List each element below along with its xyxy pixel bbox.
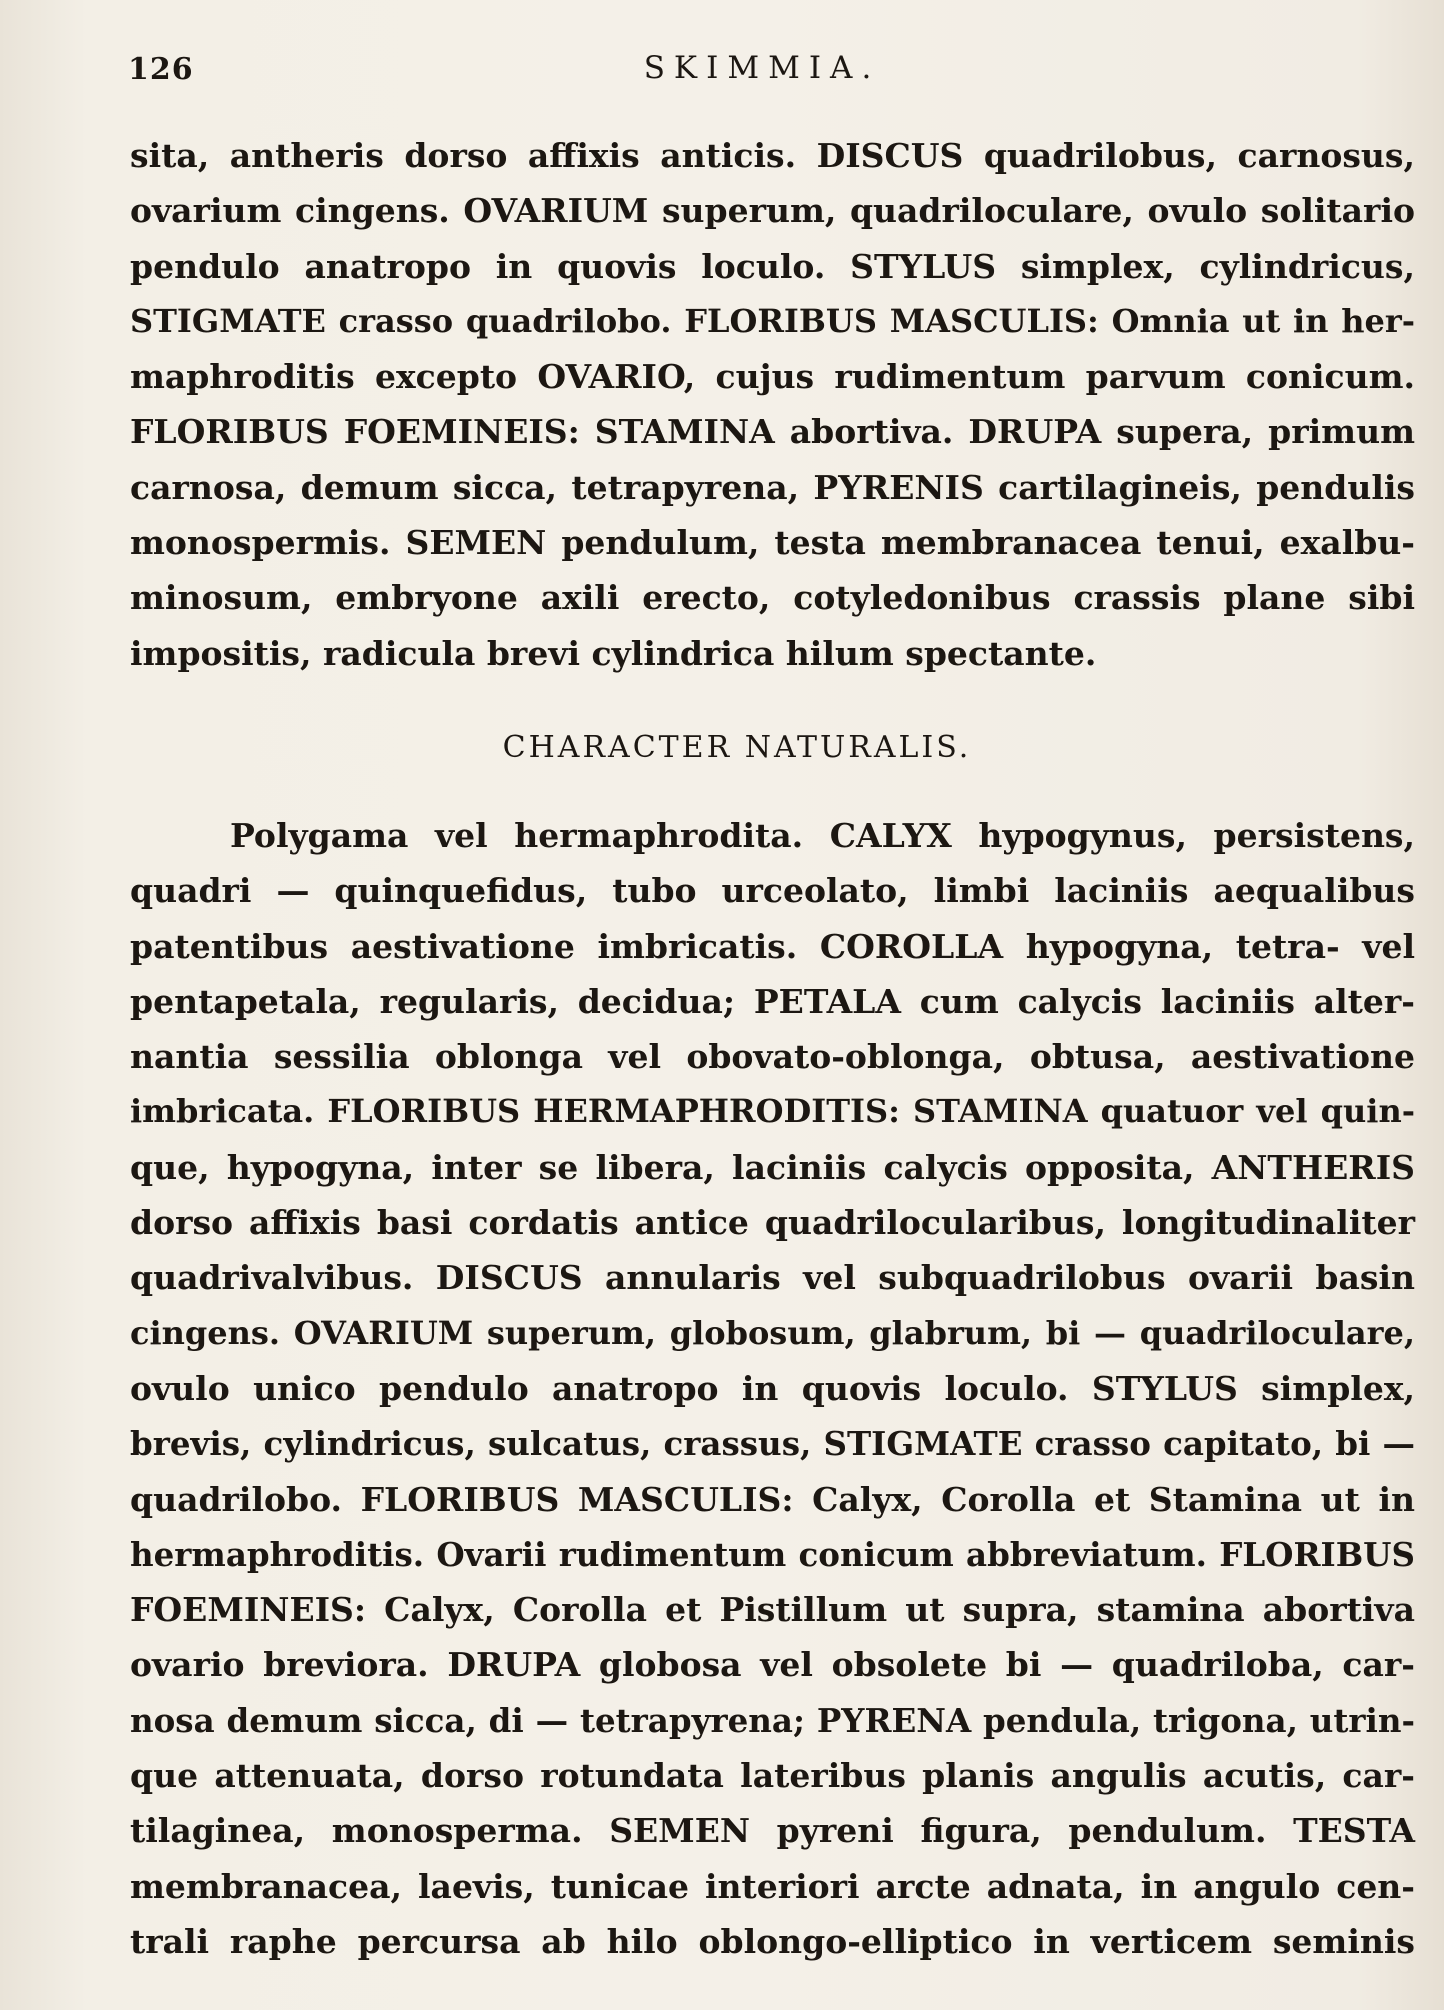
- text-line: maphroditis excepto OVARIO, cujus rudimentum parvum conicum.: [130, 357, 1415, 397]
- text-line: Polygama vel hermaphrodita. CALYX hypogynus, persistens,: [230, 816, 1415, 855]
- text-line: sita, antheris dorso affixis anticis. DISCUS quadrilobus, carnosus,: [130, 136, 1415, 175]
- text-line: nantia sessilia oblonga vel obovato-oblonga, obtusa, aestivatione: [130, 1037, 1415, 1077]
- text-line: minosum, embryone axili erecto, cotyledonibus crassis plane sibi: [130, 578, 1415, 618]
- section-heading: CHARACTER NATURALIS.: [502, 730, 972, 765]
- text-line: quadrivalvibus. DISCUS annularis vel subquadrilobus ovarii basin: [130, 1258, 1415, 1298]
- text-line: que, hypogyna, inter se libera, laciniis calycis opposita, ANTHERIS: [130, 1147, 1415, 1187]
- text-line: pentapetala, regularis, decidua; PETALA cum calycis laciniis alter-: [130, 981, 1415, 1021]
- paragraph-1: [130, 128, 1415, 681]
- text-line: membranacea, laevis, tunicae interiori arcte adnata, in angulo cen-: [130, 1866, 1415, 1906]
- paragraph-2: [130, 808, 1415, 1969]
- text-line: ovulo unico pendulo anatropo in quovis loculo. STYLUS simplex,: [130, 1368, 1415, 1408]
- text-line: impositis, radicula brevi cylindrica hilum spectante.: [130, 633, 1097, 673]
- page-number: 126: [128, 52, 194, 87]
- text-line: brevis, cylindricus, sulcatus, crassus, STIGMATE crasso capitato, bi —: [130, 1424, 1415, 1464]
- text-line: FLORIBUS FOEMINEIS: STAMINA abortiva. DRUPA supera, primum: [130, 412, 1415, 452]
- text-line: ovarium cingens. OVARIUM superum, quadriloculare, ovulo solitario: [130, 191, 1415, 231]
- text-line: quadrilobo. FLORIBUS MASCULIS: Calyx, Corolla et Stamina ut in: [130, 1479, 1415, 1519]
- text-line: nosa demum sicca, di — tetrapyrena; PYRENA pendula, trigona, utrin-: [130, 1700, 1415, 1740]
- text-line: trali raphe percursa ab hilo oblongo-elliptico in verticem seminis: [130, 1921, 1415, 1961]
- text-line: ovario breviora. DRUPA globosa vel obsolete bi — quadriloba, car-: [130, 1645, 1415, 1685]
- text-line: FOEMINEIS: Calyx, Corolla et Pistillum ut supra, stamina abortiva: [130, 1590, 1415, 1630]
- text-line: dorso affixis basi cordatis antice quadrilocularibus, longitudinaliter: [130, 1203, 1415, 1243]
- text-line: quadri — quinquefidus, tubo urceolato, limbi laciniis aequalibus: [130, 871, 1415, 911]
- text-line: patentibus aestivatione imbricatis. COROLLA hypogyna, tetra- vel: [130, 926, 1415, 966]
- text-line: imbricata. FLORIBUS HERMAPHRODITIS: STAMINA quatuor vel quin-: [130, 1092, 1415, 1131]
- text-line: tilaginea, monosperma. SEMEN pyreni figura, pendulum. TESTA: [130, 1811, 1415, 1851]
- text-line: hermaphroditis. Ovarii rudimentum conicum abbreviatum. FLORIBUS: [130, 1534, 1415, 1574]
- running-title: SKIMMIA.: [643, 50, 881, 86]
- text-line: que attenuata, dorso rotundata lateribus planis angulis acutis, car-: [130, 1756, 1415, 1796]
- text-line: STIGMATE crasso quadrilobo. FLORIBUS MASCULIS: Omnia ut in her-: [130, 301, 1415, 340]
- text-line: carnosa, demum sicca, tetrapyrena, PYRENIS cartilagineis, pendulis: [130, 467, 1415, 507]
- text-line: pendulo anatropo in quovis loculo. STYLUS simplex, cylindricus,: [130, 246, 1415, 286]
- text-line: cingens. OVARIUM superum, globosum, glabrum, bi — quadriloculare,: [130, 1313, 1415, 1352]
- text-line: monospermis. SEMEN pendulum, testa membranacea tenui, exalbu-: [130, 523, 1415, 563]
